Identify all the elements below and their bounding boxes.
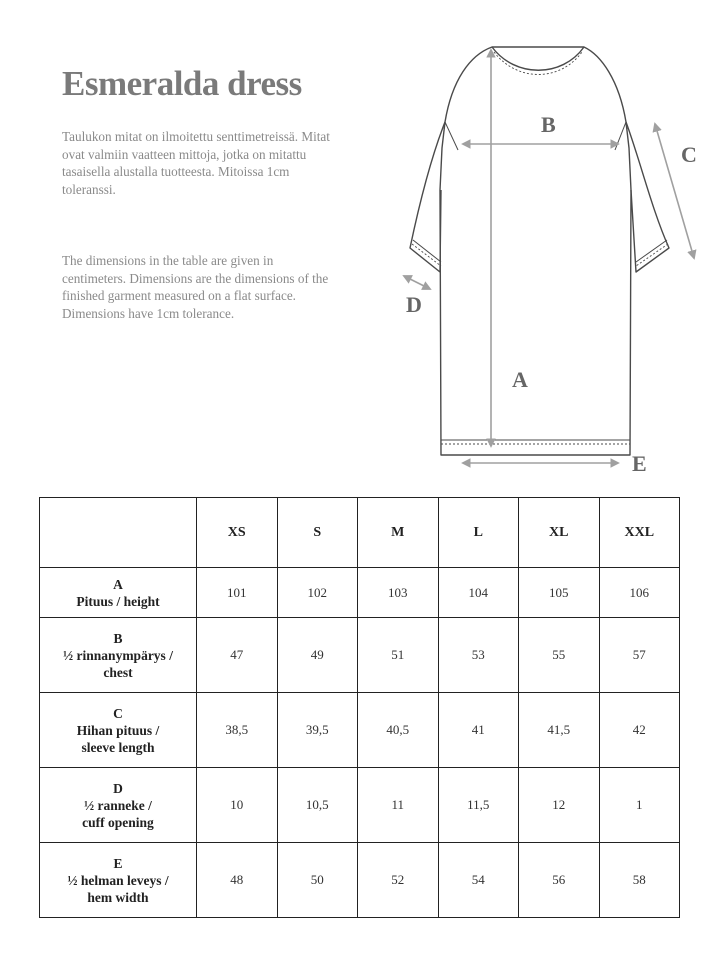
row-label-e bbox=[40, 843, 197, 918]
table-cell: 1 bbox=[599, 768, 680, 843]
row-label-a bbox=[40, 568, 197, 618]
table-cell: 47 bbox=[197, 618, 278, 693]
label-d: D bbox=[406, 292, 422, 317]
size-table bbox=[39, 497, 680, 918]
row-label-text-2: sleeve length bbox=[81, 739, 155, 755]
header-empty-cell bbox=[40, 498, 197, 568]
table-cell: 103 bbox=[358, 568, 439, 618]
table-cell: 58 bbox=[599, 843, 680, 918]
arrow-d bbox=[404, 276, 430, 289]
table-cell: 102 bbox=[277, 568, 358, 618]
header-size-s: S bbox=[277, 498, 358, 568]
row-label-text: ½ helman leveys / bbox=[67, 872, 169, 888]
table-header-row bbox=[40, 498, 680, 568]
table-row bbox=[40, 768, 680, 843]
table-cell: 50 bbox=[277, 843, 358, 918]
table-cell: 57 bbox=[599, 618, 680, 693]
label-c: C bbox=[681, 142, 697, 167]
dress-outline bbox=[410, 47, 669, 455]
header-size-xxl: XXL bbox=[599, 498, 680, 568]
row-label-text-2: chest bbox=[103, 664, 133, 680]
row-letter: A bbox=[113, 576, 123, 592]
row-label-d bbox=[40, 768, 197, 843]
table-row bbox=[40, 843, 680, 918]
table-cell: 42 bbox=[599, 693, 680, 768]
dress-diagram bbox=[395, 40, 720, 480]
table-cell: 40,5 bbox=[358, 693, 439, 768]
table-cell: 52 bbox=[358, 843, 439, 918]
table-cell: 41,5 bbox=[519, 693, 600, 768]
table-cell: 11,5 bbox=[438, 768, 519, 843]
label-a: A bbox=[512, 367, 528, 392]
description-english: The dimensions in the table are given in centimeters. Dimensions are the dimensions of the finished garment measured on a flat surface. Dimensions have 1cm tolerance. bbox=[62, 253, 329, 321]
table-cell: 41 bbox=[438, 693, 519, 768]
row-letter: C bbox=[113, 705, 123, 721]
table-cell: 12 bbox=[519, 768, 600, 843]
table-cell: 38,5 bbox=[197, 693, 278, 768]
row-label-text: Pituus / height bbox=[76, 593, 160, 609]
row-label-text: Hihan pituus / bbox=[76, 722, 160, 738]
row-label-c bbox=[40, 693, 197, 768]
row-label-text: ½ ranneke / bbox=[84, 797, 152, 813]
row-label-text-2: cuff opening bbox=[82, 814, 154, 830]
table-cell: 10 bbox=[197, 768, 278, 843]
table-cell: 11 bbox=[358, 768, 439, 843]
header-size-l: L bbox=[438, 498, 519, 568]
table-row bbox=[40, 568, 680, 618]
header-size-m: M bbox=[358, 498, 439, 568]
label-b: B bbox=[541, 112, 556, 137]
row-letter: D bbox=[113, 780, 123, 796]
table-cell: 104 bbox=[438, 568, 519, 618]
label-e: E bbox=[632, 451, 647, 476]
table-cell: 10,5 bbox=[277, 768, 358, 843]
header-size-xl: XL bbox=[519, 498, 600, 568]
table-cell: 49 bbox=[277, 618, 358, 693]
table-cell: 101 bbox=[197, 568, 278, 618]
row-label-text-2: hem width bbox=[87, 889, 149, 905]
table-cell: 56 bbox=[519, 843, 600, 918]
table-cell: 53 bbox=[438, 618, 519, 693]
table-cell: 106 bbox=[599, 568, 680, 618]
table-cell: 39,5 bbox=[277, 693, 358, 768]
table-cell: 51 bbox=[358, 618, 439, 693]
row-letter: E bbox=[113, 855, 123, 871]
row-label-b bbox=[40, 618, 197, 693]
row-letter: B bbox=[113, 630, 123, 646]
table-cell: 48 bbox=[197, 843, 278, 918]
table-row bbox=[40, 693, 680, 768]
description-finnish: Taulukon mitat on ilmoitettu senttimetreissä. Mitat ovat valmiin vaatteen mittoja, jotka on mitattu tasaisella alustalla tuotteesta. Mitoissa 1cm toleranssi. bbox=[62, 129, 330, 197]
page-title: Esmeralda dress bbox=[62, 64, 302, 103]
header-size-xs: XS bbox=[197, 498, 278, 568]
row-label-text: ½ rinnanympärys / bbox=[63, 647, 173, 663]
table-cell: 105 bbox=[519, 568, 600, 618]
table-cell: 54 bbox=[438, 843, 519, 918]
table-row bbox=[40, 618, 680, 693]
table-cell: 55 bbox=[519, 618, 600, 693]
